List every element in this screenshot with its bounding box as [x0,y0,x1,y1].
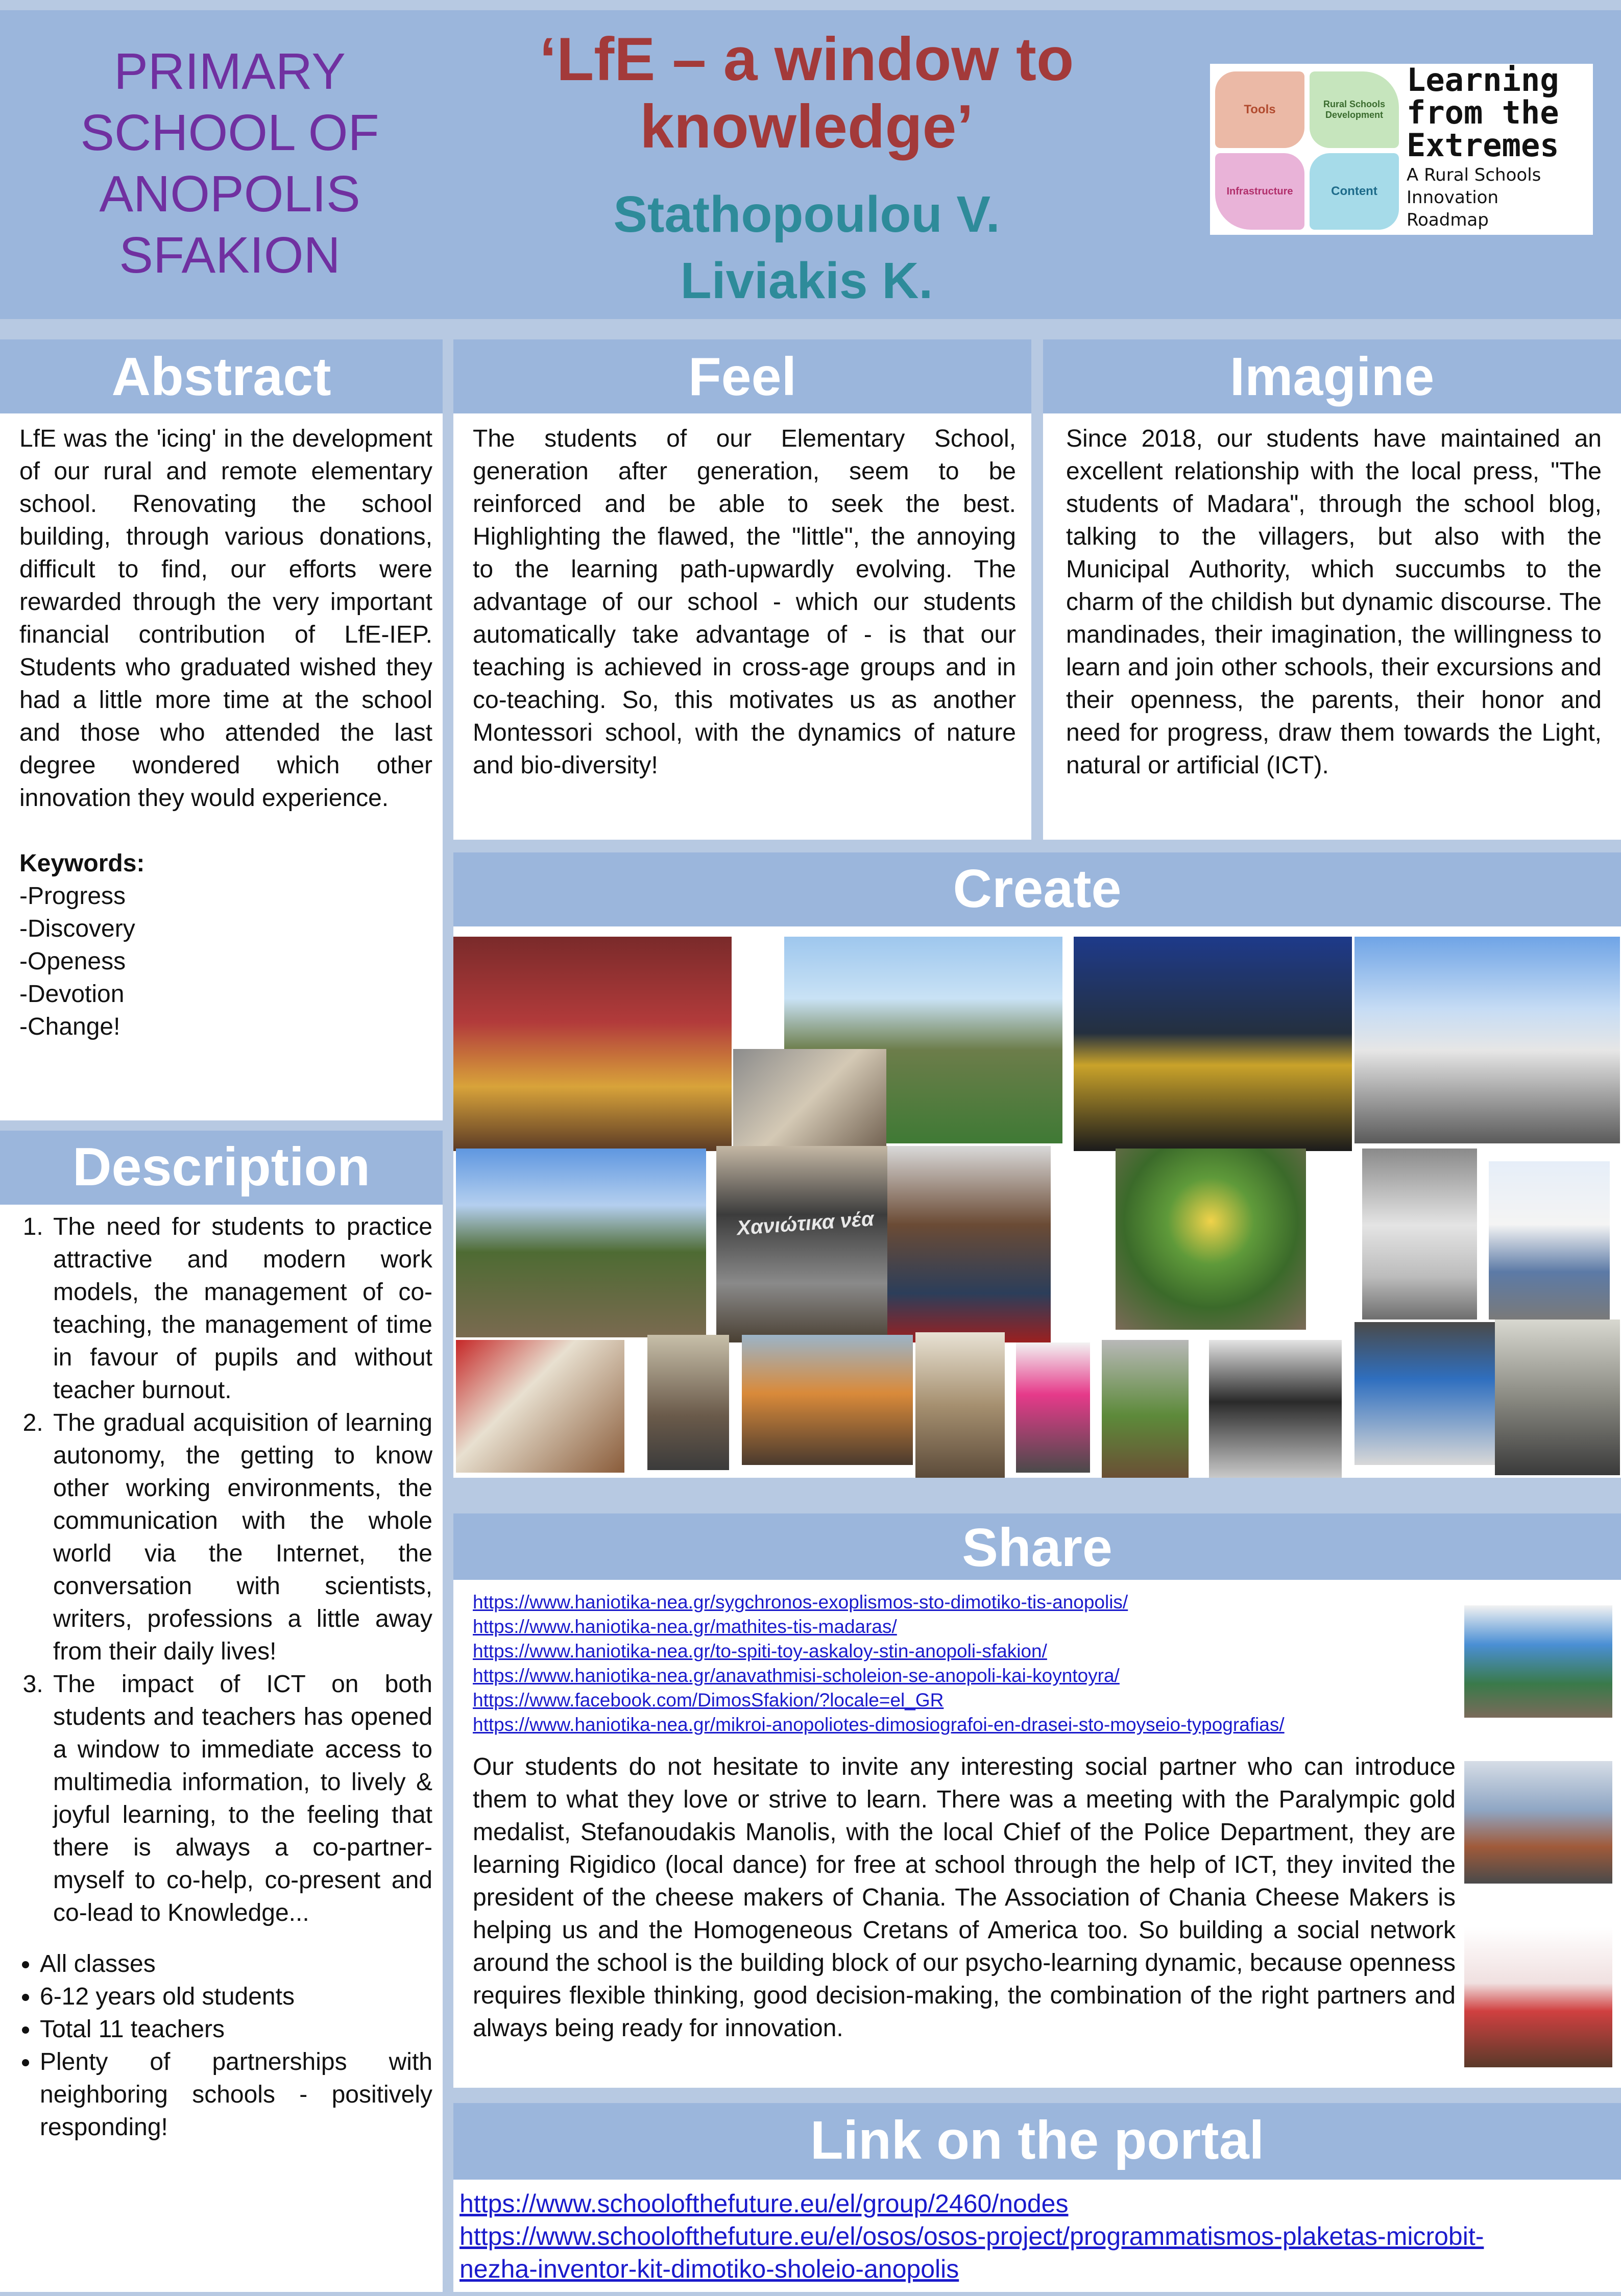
fact-item: • All classes [40,1948,432,1981]
feel-title: Feel [688,347,797,407]
keyword-item: -Change! [19,1013,120,1040]
feel-panel [453,413,1031,840]
share-link[interactable]: https://www.haniotika-nea.gr/to-spiti-toy-askaloy-stin-anopoli-sfakion/ [473,1641,1047,1662]
photo-dance-hall [647,1335,729,1470]
share-panel [453,1580,1621,2088]
school-name: PRIMARY SCHOOL OF ANOPOLIS SFAKION [80,43,379,284]
description-header [0,1131,443,1205]
create-gallery [453,926,1621,1478]
author-2: Liviakis K. [680,252,933,309]
portal-panel [453,2180,1621,2292]
photo-classroom-shelves [733,1049,886,1151]
share-link[interactable]: https://www.haniotika-nea.gr/mathites-tis-madaras/ [473,1616,897,1637]
share-title: Share [962,1518,1112,1578]
photo-hearts-activity [456,1340,624,1473]
description-title: Description [72,1137,371,1197]
portal-link-project[interactable]: https://www.schoolofthefuture.eu/el/osos/osos-project/programmatismos-plaketas-microbit- [459,2222,1484,2251]
abstract-title: Abstract [111,347,331,407]
photo-computer-lab [1209,1340,1342,1478]
photo-smartboard [1016,1342,1090,1473]
authors [449,181,1164,314]
share-link[interactable]: https://www.haniotika-nea.gr/anavathmisi-scholeion-se-anopoli-kai-koyntoyra/ [473,1665,1120,1686]
share-text: Our students do not hesitate to invite any interesting social partner who can introduce them to what they love or strive to learn. There was a meeting with the Paralympic gold medalist, Stefanoudakis Manolis, with the local Chief of the Police Department, they are learning Rigidico (local dance) for free at school through the help of ICT, they invited the president of the cheese makers of Chania. The Association of Chania Cheese Makers is helping us and the Homogeneous Cretans of America too. So building a social network around the school is the building block of our psycho-learning dynamic, because openness requires flexible thinking, good decision-making, the combination of the right partners and always being ready for innovation. [473,1753,1456,2042]
description-item: 1. The need for students to practice attractive and modern work models, the management of co-teaching, the management of time in favour of pupils and without teacher burnout. [50,1211,432,1407]
photo-stage-presentation [1074,937,1352,1151]
photo-olive-trees [456,1149,706,1337]
share-link[interactable]: https://www.haniotika-nea.gr/mikroi-anopoliotes-dimosiografoi-en-drasei-sto-moyseio-typografias/ [473,1714,1285,1735]
photo-dance-practice [1495,1320,1620,1475]
keyword-item: -Progress [19,883,126,910]
keyword-item: -Openess [19,948,126,975]
share-header [453,1513,1621,1580]
portal-title: Link on the portal [810,2110,1265,2170]
portal-header [453,2103,1621,2180]
photo-garden-plants [1116,1149,1306,1330]
imagine-title: Imagine [1229,347,1435,407]
logo-cell-tools: Tools [1215,71,1304,148]
photo-plant-pot [1102,1340,1189,1478]
photo-visitor-talk [742,1335,913,1465]
description-panel [0,1205,443,2292]
portal-link-project-cont[interactable]: nezha-inventor-kit-dimotiko-sholeio-anopolis [459,2255,959,2283]
create-title: Create [953,859,1122,919]
photo-mural-group [1464,1605,1612,1718]
photo-christmas-play [453,937,732,1151]
fact-item: • Total 11 teachers [40,2013,432,2046]
author-1: Stathopoulou V. [613,186,1000,243]
keyword-item: -Discovery [19,915,135,942]
photo-kids-tablets [887,1146,1051,1342]
share-link[interactable]: https://www.facebook.com/DimosSfakion/?locale=el_GR [473,1690,944,1711]
logo-wordmark: Learning from the Extremes [1407,61,1559,164]
photo-robotics [1354,1322,1503,1465]
abstract-header [0,339,443,413]
logo-subtitle: A Rural Schools Innovation Roadmap [1407,165,1541,230]
photo-printing-press [716,1146,892,1342]
create-header [453,852,1621,926]
imagine-text: Since 2018, our students have maintained an excellent relationship with the local press, "The students of Madara", through the school blog, talking to the villagers, but also with the Municipal Authority, which succumbs to the charm of the childish but dynamic discourse. The mandinades, their imagination, the willingness to learn and join other schools, their excursions and their openness, the parents, their honor and need for progress, draw them towards the Light, natural or artificial (ICT). [1066,425,1602,779]
feel-text: The students of our Elementary School, generation after generation, seem to be reinforced and be able to seek the best. Highlighting the flawed, the "little", the annoying to the learning path-upwardly evolving. The advantage of our school - which our students automatically take advantage of - is that our teaching is achieved in cross-age groups and in co-teaching. So, this motivates us as another Montessori school, with the dynamics of nature and bio-diversity! [473,425,1016,779]
fact-item: • Plenty of partnerships with neighboring schools - positively responding! [40,2046,432,2144]
logo-cell-infrastructure: Infrastructure [1215,153,1304,230]
share-link[interactable]: https://www.haniotika-nea.gr/sygchronos-exoplismos-sto-dimotiko-tis-anopolis/ [473,1592,1128,1613]
poster-title: ‘LfE – a window to knowledge’ [539,25,1074,161]
keywords-label: Keywords: [19,850,145,877]
abstract-text: LfE was the 'icing' in the development of our rural and remote elementary school. Renovating the school building, through various donations, difficult to find, our efforts were rewarded through the very important financial contribution of LfE-IEP. Students who graduated wished they had a little more time at the school and those who attended the last degree wondered which other innovation they would experience. [19,425,432,812]
facts-list [9,1948,432,2144]
photo-bus-visit [1489,1161,1610,1320]
abstract-panel [0,413,443,1120]
fact-item: • 6-12 years old students [40,1981,432,2013]
lfe-logo [1210,61,1593,235]
photo-children-costumes [915,1332,1005,1478]
imagine-panel [1043,413,1621,840]
photo-classroom-meeting [1464,1761,1612,1884]
description-item: 2. The gradual acquisition of learning autonomy, the getting to know other working environments, the communication with the whole world via the Internet, the conversation with scientists, writers, professions a little away from their daily lives! [50,1407,432,1668]
description-list [9,1211,432,1929]
share-links [473,1590,1453,1737]
newspaper-caption: Χανιώτικα νέα [736,1207,875,1240]
photo-school-building [1354,937,1620,1143]
logo-cell-content: Content [1310,153,1399,230]
feel-header [453,339,1031,413]
imagine-header [1043,339,1621,413]
description-item: 3. The impact of ICT on both students and teachers has opened a window to immediate access to multimedia information, to lively & joyful learning, to the feeling that there is always a co-partner-myself to co-help, co-present and co-lead to Knowledge... [50,1668,432,1929]
photo-whiteboard-chart [1464,1927,1612,2067]
portal-link-group[interactable]: https://www.schoolofthefuture.eu/el/group/2460/nodes [459,2189,1069,2218]
logo-cell-rural: Rural Schools Development [1310,71,1399,148]
keyword-item: -Devotion [19,981,125,1008]
photo-3d-printer [1362,1149,1477,1320]
